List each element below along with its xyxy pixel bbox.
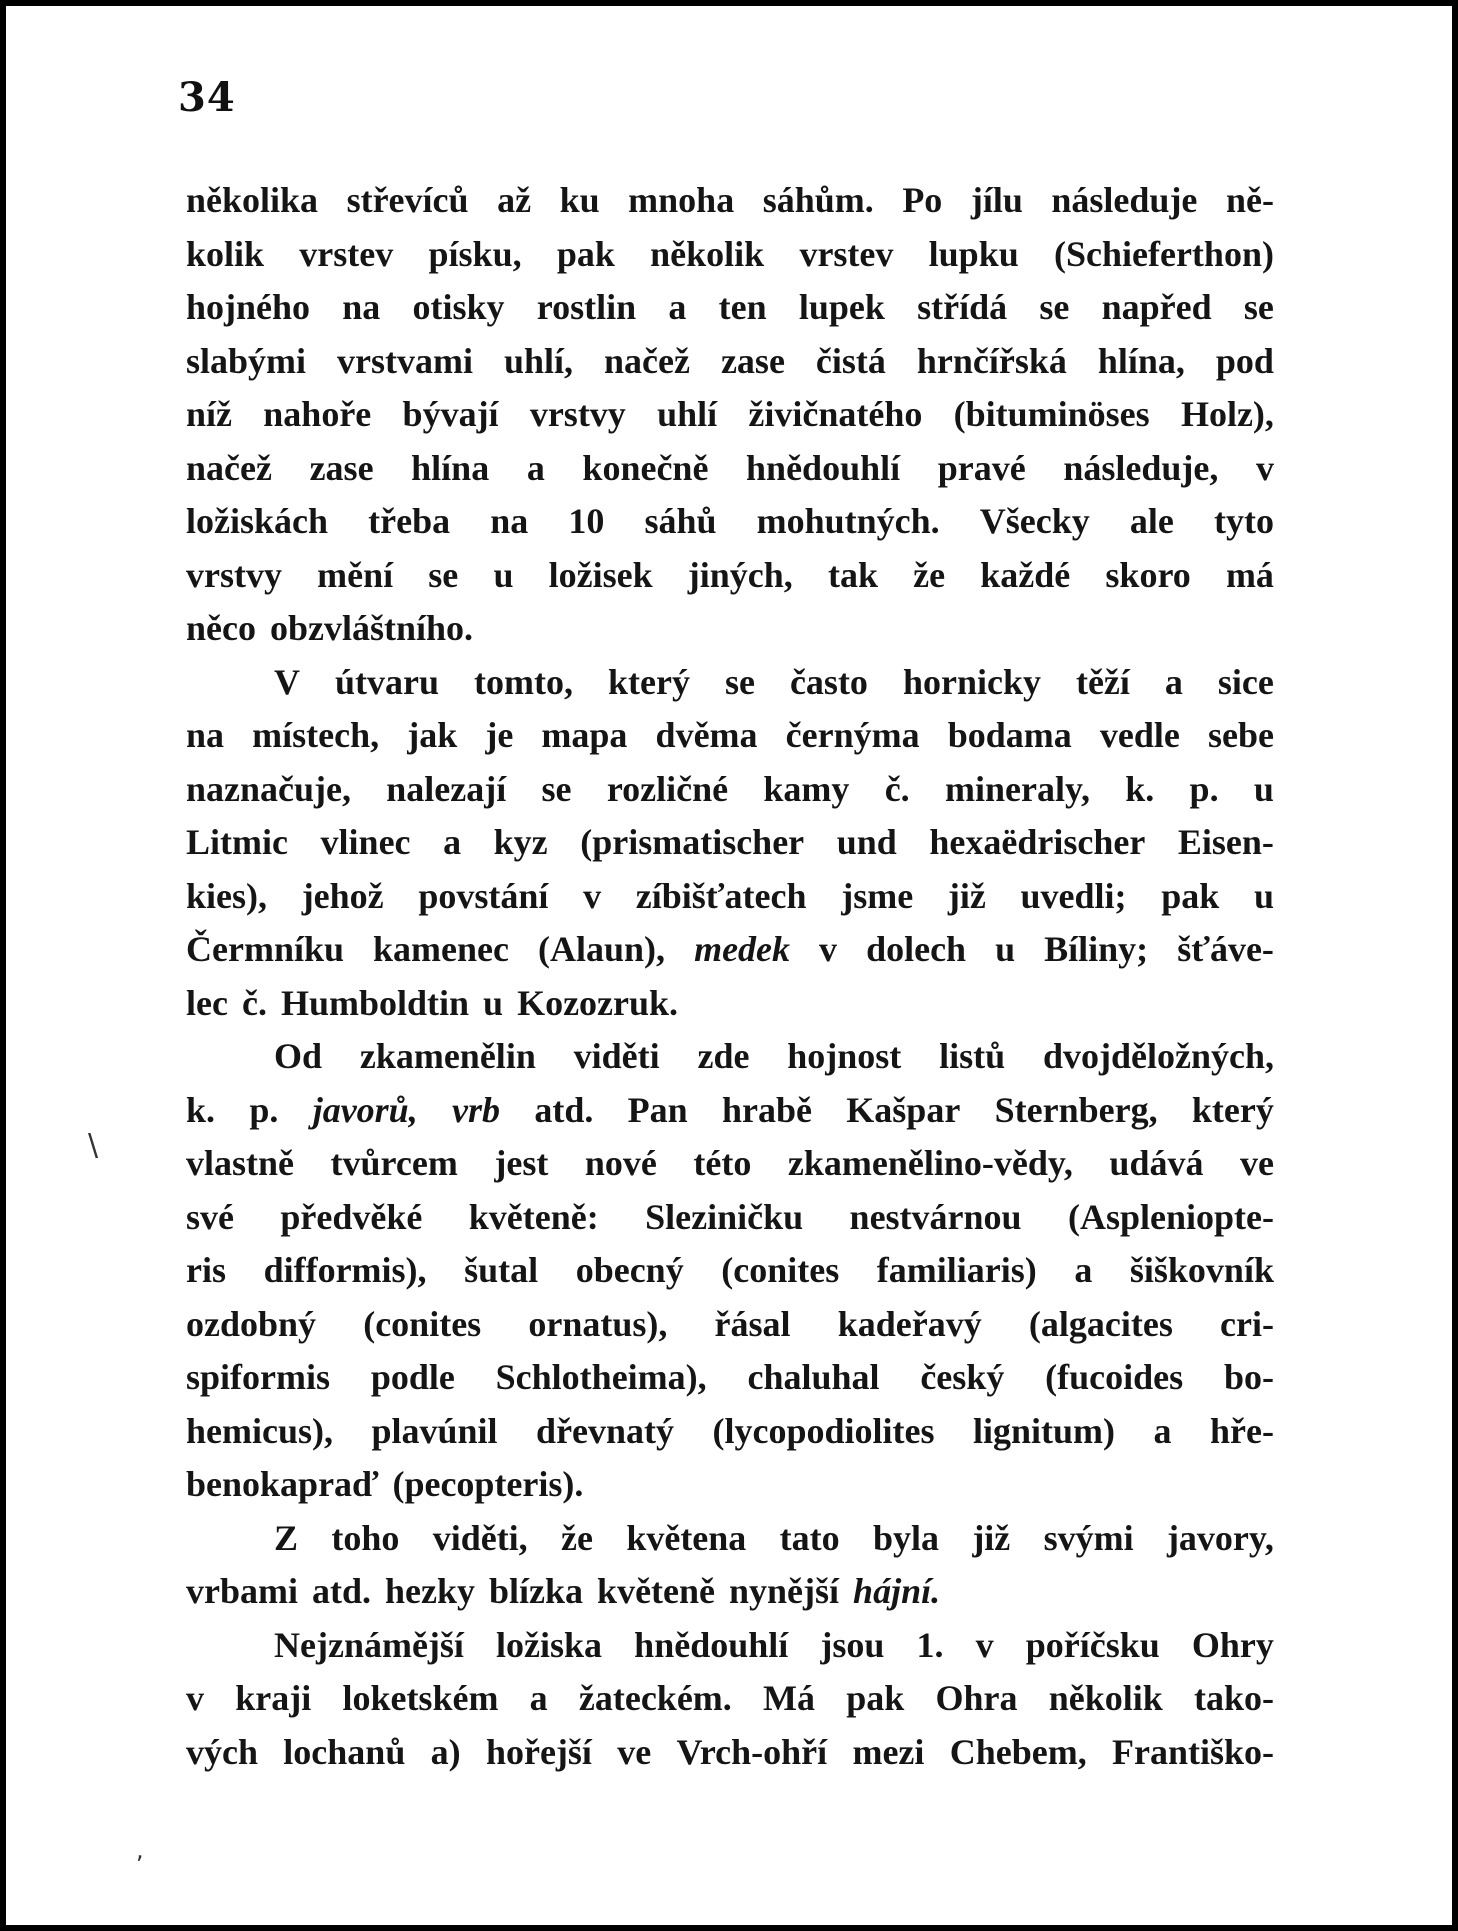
text-line: načež zase hlína a konečně hnědouhlí pravé následuje, v [186, 447, 1274, 488]
text-line: Čermníku kamenec (Alaun), medek v dolech u Bíliny; šťáve- [186, 929, 1274, 969]
text-line: ris difformis), šutal obecný (conites familiaris) a šiškovník [186, 1250, 1274, 1290]
text-line: hojného na otisky rostlin a ten lupek střídá se napřed se [186, 287, 1274, 327]
text-line: naznačuje, nalezají se rozličné kamy č. mineraly, k. p. u [186, 768, 1274, 809]
text-line: Nejznámější ložiska hnědouhlí jsou 1. v poříčsku Ohry [274, 1624, 1274, 1665]
text-line: kies), jehož povstání v zíbišťatech jsme již uvedli; pak u [186, 875, 1274, 916]
scan-border-right [1452, 0, 1458, 1931]
text-line: níž nahoře bývají vrstvy uhlí živičnatého (bituminöses Holz), [186, 394, 1274, 434]
text-line: ložiskách třeba na 10 sáhů mohutných. Všecky ale tyto [186, 501, 1274, 541]
text-line: kolik vrstev písku, pak několik vrstev lupku (Schieferthon) [186, 233, 1274, 274]
book-page [6, 6, 1452, 1925]
text-line: V útvaru tomto, který se často hornicky těží a sice [274, 661, 1274, 702]
margin-mark-dot: , [136, 1836, 144, 1864]
body-text [186, 174, 1274, 1779]
text-line: své předvěké květeně: Sleziničku nestvárnou (Asplenioptе- [186, 1196, 1274, 1237]
text-line: vrstvy mění se u ložisek jiných, tak že každé skoro má [186, 554, 1274, 595]
text-line: několika střevíců až ku mnoha sáhům. Po jílu následuje ně- [186, 180, 1274, 220]
scan-border-top [0, 0, 1458, 6]
text-line: lec č. Humboldtin u Kozozruk. [186, 982, 679, 1023]
text-line: spiformis podle Schlotheima), chaluhal český (fucoides bo- [186, 1357, 1274, 1397]
text-line: vrbami atd. hezky blízka květeně nynější hájní. [186, 1571, 941, 1611]
text-line: k. p. javorů, vrb atd. Pan hrabě Kašpar Sternberg, který [186, 1089, 1274, 1130]
text-line: v kraji loketském a žateckém. Má pak Ohra několik tako- [186, 1678, 1274, 1718]
text-line: Litmic vlinec a kyz (prismatischer und hexaëdrischer Eisen- [186, 822, 1274, 862]
text-line: vých lochanů a) hořejší ve Vrch-ohří mezi Chebem, Františko- [186, 1731, 1274, 1772]
text-line: vlastně tvůrcem jest nové této zkamenělino-vědy, udává ve [186, 1143, 1274, 1183]
text-line: hemicus), plavúnil dřevnatý (lycopodiolites lignitum) a hře- [186, 1410, 1274, 1451]
scan-border-bottom [0, 1925, 1458, 1931]
text-line: slabými vrstvami uhlí, načež zase čistá hrnčířská hlína, pod [186, 340, 1274, 381]
text-line: Z toho viděti, že květena tato byla již svými javory, [274, 1517, 1274, 1558]
text-line: benokapraď (pecopteris). [186, 1464, 584, 1504]
text-line: Od zkamenělin viděti zde hojnost listů dvojděložných, [274, 1036, 1274, 1076]
text-line: něco obzvláštního. [186, 608, 474, 648]
text-line: ozdobný (conites ornatus), řásal kadeřavý (algacites cri- [186, 1303, 1274, 1344]
scan-border-left [0, 0, 6, 1931]
page-number: 34 [178, 74, 236, 121]
margin-mark-backslash: \ [88, 1128, 99, 1163]
text-line: na místech, jak je mapa dvěma černýma bodama vedle sebe [186, 715, 1274, 755]
